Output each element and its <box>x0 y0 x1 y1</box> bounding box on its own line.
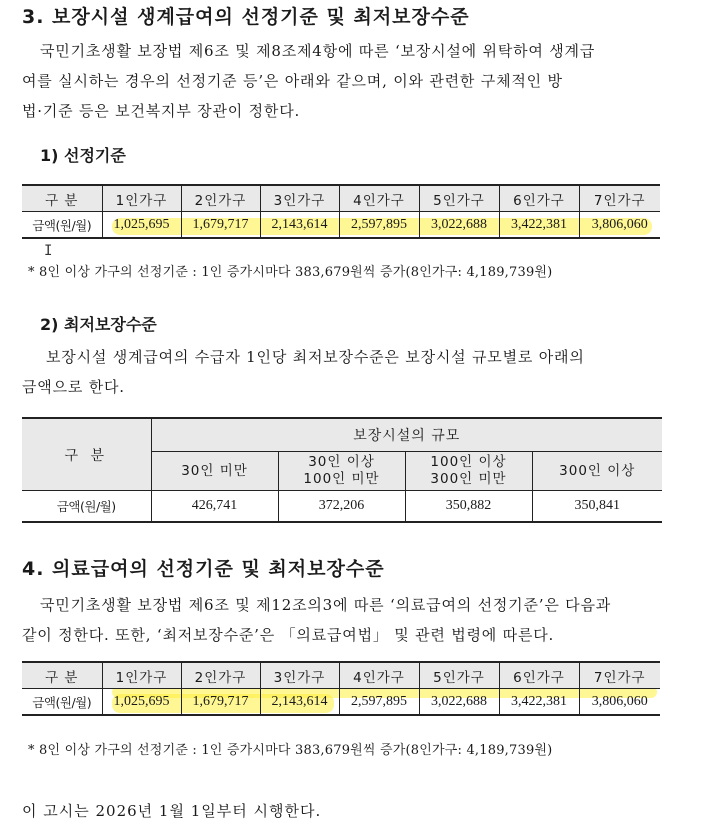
header-cell: 1인가구 <box>102 185 181 212</box>
group-header: 보장시설의 규모 <box>151 418 662 452</box>
value-cell: 350,882 <box>405 491 532 523</box>
header-cell <box>405 452 532 491</box>
header-cell: 300인 이상 <box>532 452 662 491</box>
value-cell: 3,422,381 <box>499 689 579 716</box>
header-cell: 5인가구 <box>419 662 499 689</box>
section3-intro <box>22 36 667 126</box>
value-cell: 372,206 <box>278 491 405 523</box>
medical-criteria-table <box>22 661 660 716</box>
header-cell: 1인가구 <box>102 662 181 689</box>
note-selection: * 8인 이상 가구의 선정기준 : 1인 증가시마다 383,679원씩 증가(8인가구: 4,189,739원) <box>28 265 553 280</box>
header-cell: 3인가구 <box>260 185 339 212</box>
header-cell: 6인가구 <box>499 662 579 689</box>
section4-intro <box>22 590 667 650</box>
corner-header: 구 분 <box>22 418 151 491</box>
section3-intro-line3: 법·기준 등은 보건복지부 장관이 정한다. <box>22 102 301 120</box>
value-cell: 3,022,688 <box>419 212 499 239</box>
table-header-row <box>22 185 660 212</box>
text-cursor-icon: I <box>44 243 53 259</box>
header-line: 100인 미만 <box>303 471 380 487</box>
header-line: 300인 미만 <box>430 471 507 487</box>
row-label: 금액(원/월) <box>22 689 102 716</box>
header-cell: 구 분 <box>22 662 102 689</box>
value-cell: 1,025,695 <box>102 689 181 716</box>
header-cell: 2인가구 <box>181 662 260 689</box>
section3-intro-line2: 여를 실시하는 경우의 선정기준 등’은 아래와 같으며, 이와 관련한 구체적인 방 <box>22 72 563 90</box>
header-cell: 4인가구 <box>339 185 419 212</box>
note-medical: * 8인 이상 가구의 선정기준 : 1인 증가시마다 383,679원씩 증가(8인가구: 4,189,739원) <box>28 743 553 758</box>
section4-title: 4. 의료급여의 선정기준 및 최저보장수준 <box>22 558 385 580</box>
header-cell: 30인 미만 <box>151 452 278 491</box>
sub2-paragraph <box>22 342 667 402</box>
value-cell: 2,143,614 <box>260 212 339 239</box>
sub2-line1: 보장시설 생계급여의 수급자 1인당 최저보장수준은 보장시설 규모별로 아래의 <box>46 348 585 366</box>
header-cell: 4인가구 <box>339 662 419 689</box>
value-cell: 3,806,060 <box>579 689 660 716</box>
header-cell <box>278 452 405 491</box>
value-cell: 426,741 <box>151 491 278 523</box>
row-label: 금액(원/월) <box>22 491 151 523</box>
row-label: 금액(원/월) <box>22 212 102 239</box>
header-cell: 3인가구 <box>260 662 339 689</box>
sub2-line2: 금액으로 한다. <box>22 378 125 396</box>
header-cell: 5인가구 <box>419 185 499 212</box>
header-cell: 구 분 <box>22 185 102 212</box>
value-cell: 1,025,695 <box>102 212 181 239</box>
selection-criteria-table <box>22 184 660 239</box>
minimum-level-table <box>22 417 662 523</box>
sub1-title: 1) 선정기준 <box>40 146 126 165</box>
header-cell: 7인가구 <box>579 662 660 689</box>
value-cell: 1,679,717 <box>181 212 260 239</box>
value-cell: 2,597,895 <box>339 212 419 239</box>
section4-intro-line2: 같이 정한다. 또한, ‘최저보장수준’은 「의료급여법」 및 관련 법령에 따른다. <box>22 626 555 644</box>
section3-title: 3. 보장시설 생계급여의 선정기준 및 최저보장수준 <box>22 6 470 28</box>
value-cell: 3,806,060 <box>579 212 660 239</box>
table-row <box>22 491 662 523</box>
table-row <box>22 212 660 239</box>
value-cell: 2,597,895 <box>339 689 419 716</box>
value-cell: 3,422,381 <box>499 212 579 239</box>
section4-intro-line1: 국민기초생활 보장법 제6조 및 제12조의3에 따른 ‘의료급여의 선정기준’은 다음과 <box>40 596 612 614</box>
header-line: 100인 이상 <box>430 454 507 470</box>
table-row <box>22 689 660 716</box>
value-cell: 1,679,717 <box>181 689 260 716</box>
table-header-row <box>22 662 660 689</box>
effective-date-text: 이 고시는 2026년 1월 1일부터 시행한다. <box>22 802 322 820</box>
header-cell: 2인가구 <box>181 185 260 212</box>
sub2-title: 2) 최저보장수준 <box>40 315 157 334</box>
section3-intro-line1: 국민기초생활 보장법 제6조 및 제8조제4항에 따른 ‘보장시설에 위탁하여 생계급 <box>40 42 596 60</box>
value-cell: 3,022,688 <box>419 689 499 716</box>
header-line: 30인 이상 <box>308 454 375 470</box>
header-cell: 7인가구 <box>579 185 660 212</box>
value-cell: 2,143,614 <box>260 689 339 716</box>
value-cell: 350,841 <box>532 491 662 523</box>
header-cell: 6인가구 <box>499 185 579 212</box>
